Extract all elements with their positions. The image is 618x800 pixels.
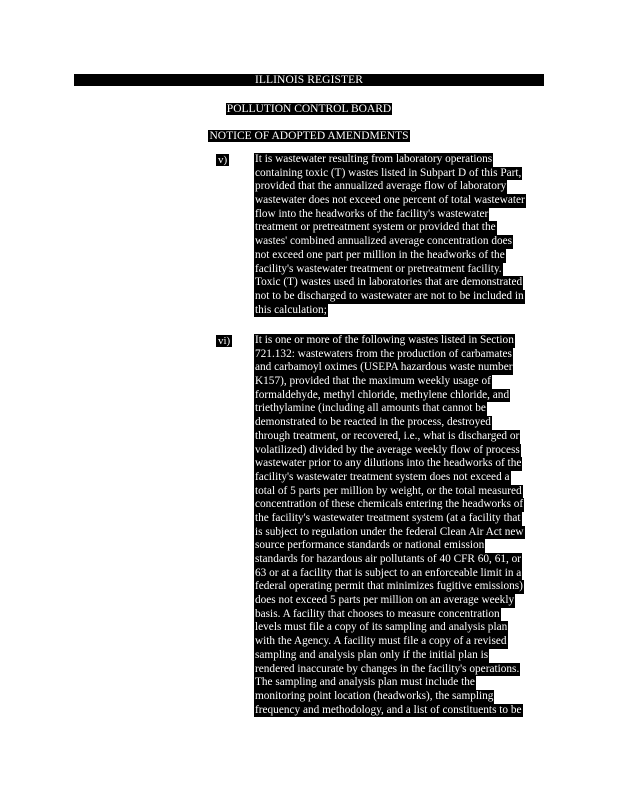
- paragraph-line: frequency and methodology, and a list of constituents to be: [255, 703, 522, 716]
- paragraph-line: not to be discharged to wastewater are not to be included in: [255, 289, 524, 302]
- board-header: [0, 99, 618, 115]
- paragraph-line: levels must file a copy of its sampling and analysis plan: [255, 621, 508, 634]
- item-marker-vi: vi): [218, 335, 231, 347]
- paragraph-line: source performance standards or national emission: [255, 539, 485, 552]
- paragraph-line: not exceed one part per million in the headworks of the: [255, 248, 505, 261]
- paragraph-line: sampling and analysis plan only if the initial plan is: [255, 648, 489, 661]
- register-title: ILLINOIS REGISTER: [254, 74, 364, 86]
- paragraph-vi: [254, 334, 542, 717]
- paragraph-line: is subject to regulation under the federal Clean Air Act new: [255, 525, 524, 538]
- paragraph-line: The sampling and analysis plan must include the: [255, 676, 475, 689]
- paragraph-line: 63 or at a facility that is subject to an enforceable limit in a: [255, 566, 522, 579]
- register-header: [74, 74, 544, 86]
- paragraph-line: provided that the annualized average flow of laboratory: [255, 180, 507, 193]
- paragraph-line: wastewater prior to any dilutions into the headworks of the: [255, 457, 522, 470]
- notice-header: [0, 126, 618, 142]
- paragraph-line: K157), provided that the maximum weekly usage of: [255, 375, 491, 388]
- paragraph-line: flow into the headworks of the facility's wastewater: [255, 207, 489, 220]
- paragraph-line: standards for hazardous air pollutants of 40 CFR 60, 61, or: [255, 553, 522, 565]
- paragraph-line: facility's wastewater treatment system does not exceed a: [255, 470, 510, 483]
- paragraph-line: wastewater does not exceed one percent of total wastewater: [255, 194, 525, 207]
- paragraph-line: total of 5 parts per million by weight, or the total measured: [255, 484, 522, 497]
- paragraph-line: 721.132: wastewaters from the production of carbamates: [255, 347, 512, 360]
- paragraph-line: treatment or pretreatment system or provided that the: [255, 221, 496, 234]
- paragraph-line: facility's wastewater treatment or pretreatment facility.: [255, 262, 502, 275]
- paragraph-line: rendered inaccurate by changes in the facility's operations.: [255, 662, 520, 675]
- paragraph-line: this calculation;: [255, 303, 327, 316]
- paragraph-line: triethylamine (including all amounts that cannot be: [255, 402, 486, 415]
- paragraph-line: It is wastewater resulting from laboratory operations: [255, 153, 493, 165]
- paragraph-line: through treatment, or recovered, i.e., what is discharged or: [255, 429, 520, 442]
- paragraph-line: Toxic (T) wastes used in laboratories that are demonstrated: [255, 276, 523, 289]
- paragraph-line: volatilized) divided by the average weekly flow of process: [255, 443, 520, 456]
- paragraph-v: [254, 153, 542, 317]
- paragraph-line: basis. A facility that chooses to measure concentration: [255, 607, 500, 620]
- paragraph-line: and carbamoyl oximes (USEPA hazardous waste number: [255, 361, 513, 374]
- paragraph-line: monitoring point location (headworks), the sampling: [255, 689, 494, 702]
- paragraph-line: demonstrated to be reacted in the process, destroyed: [255, 416, 491, 429]
- item-marker-v: v): [218, 154, 228, 166]
- paragraph-line: does not exceed 5 parts per million on an average weekly: [255, 594, 515, 607]
- notice-title: NOTICE OF ADOPTED AMENDMENTS: [209, 130, 409, 142]
- paragraph-line: formaldehyde, methyl chloride, methylene chloride, and: [255, 388, 510, 401]
- paragraph-line: the facility's wastewater treatment system (at a facility that: [255, 511, 521, 524]
- paragraph-line: It is one or more of the following wastes listed in Section: [255, 334, 514, 346]
- paragraph-line: wastes' combined annualized average concentration does: [255, 235, 513, 248]
- paragraph-line: with the Agency. A facility must file a copy of a revised: [255, 635, 507, 648]
- paragraph-line: containing toxic (T) wastes listed in Subpart D of this Part,: [255, 166, 522, 179]
- board-title: POLLUTION CONTROL BOARD: [226, 103, 392, 115]
- paragraph-line: federal operating permit that minimizes fugitive emissions): [255, 580, 523, 593]
- paragraph-line: concentration of these chemicals entering the headworks of: [255, 498, 524, 511]
